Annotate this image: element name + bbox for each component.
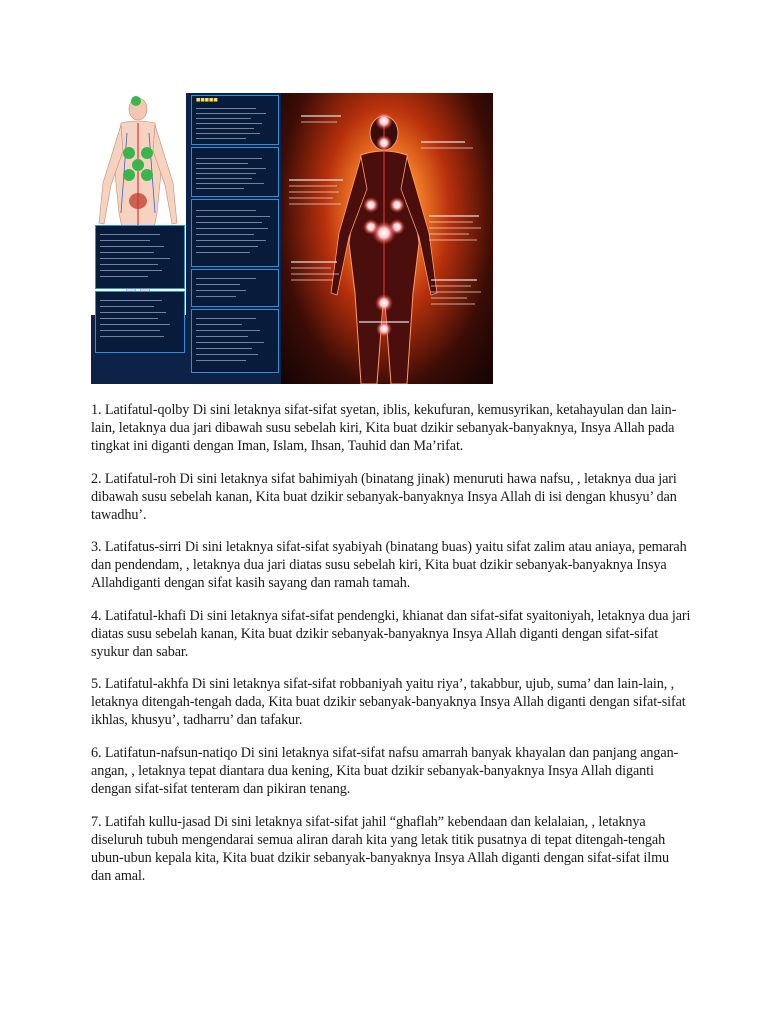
latifah-box-qolbi xyxy=(95,225,185,289)
latifah-box-akhfa xyxy=(191,269,279,307)
paragraph-latifatul-akhfa: 5. Latifatul-akhfa Di sini letaknya sifat-sifat robbaniyah yaitu riya’, takabbur, ujub, suma’ dan lain-lain, , letaknya ditengah-tengah dada, Kita buat dzikir sebanyak-banyaknya Insya Allah diganti dengan sifat-sifat ikhlas, khusyu’, tadharru’ dan tafakur. xyxy=(91,676,686,729)
latifah-box-ruh xyxy=(191,95,279,145)
paragraph-latifatus-sirri: 3. Latifatus-sirri Di sini letaknya sifat-sifat syabiyah (binatang buas) yaitu sifat zalim atau aniaya, pemarah dan pendendam, , letaknya dua jari diatas susu sebelah kiri, Kita buat dzikir sebanyak-banyaknya Insya Allahdiganti dengan sifat kasih sayang dan ramah tamah. xyxy=(91,539,687,592)
box-title: ■■■■■ xyxy=(196,98,218,103)
latifah-box-nafsu xyxy=(95,291,185,353)
paragraph-latifatul-roh: 2. Latifatul-roh Di sini letaknya sifat bahimiyah (binatang jinak) menuruti hawa nafsu, , letaknya dua jari dibawah susu sebelah kanan, Kita buat dzikir sebanyak-banyaknya Insya Allah di isi dengan khusyu’ dan tawadhu’. xyxy=(91,470,677,523)
latifah-box-sirri xyxy=(191,147,279,197)
paragraph-latifatul-qolby: 1. Latifatul-qolby Di sini letaknya sifat-sifat syetan, iblis, kekufuran, kemusyrikan, ketahayulan dan lain-lain, letaknya dua jari dibawah susu sebelah kiri, Kita buat dzikir sebanyak-banyaknya, Insya Allah pada tingkat ini diganti dengan Iman, Islam, Ihsan, Tauhid dan Ma’rifat. xyxy=(91,402,677,454)
paragraph-latifatul-khafi: 4. Latifatul-khafi Di sini letaknya sifat-sifat pendengki, khianat dan sifat-sifat syaitoniyah, letaknya dua jari diatas susu sebelah kanan, Kita buat dzikir sebanyak-banyaknya Insya Allah diganti dengan sifat-sifat syukur dan sabar. xyxy=(91,607,691,660)
latifah-chart-panel xyxy=(91,93,281,384)
paragraph-latifah-kullu-jasad: 7. Latifah kullu-jasad Di sini letaknya sifat-sifat jahil “ghaflah” kebendaan dan kelalaian, , letaknya diseluruh tubuh mengendarai semua aliran darah kita yang letak titik pusatnya di tepat ditengah-tengah ubun-ubun kepala kita, Kita buat dzikir sebanyak-banyaknya Insya Allah diganti dengan sifat-sifat ilmu dan amal. xyxy=(91,813,670,884)
latifah-box-khafi xyxy=(191,199,279,267)
latifah-box-kullu-jasad xyxy=(191,309,279,373)
latifah-illustration xyxy=(91,93,493,384)
glowing-body-panel xyxy=(281,93,493,384)
document-body xyxy=(91,401,691,899)
paragraph-latifatun-nafsun-natiqo: 6. Latifatun-nafsun-natiqo Di sini letaknya sifat-sifat nafsu amarrah banyak khayalan dan panjang angan-angan, , letaknya tepat diantara dua kening, Kita buat dzikir sebanyak-banyaknya Insya Allah diganti dengan sifat-sifat tenteram dan pikiran tenang. xyxy=(91,744,679,797)
